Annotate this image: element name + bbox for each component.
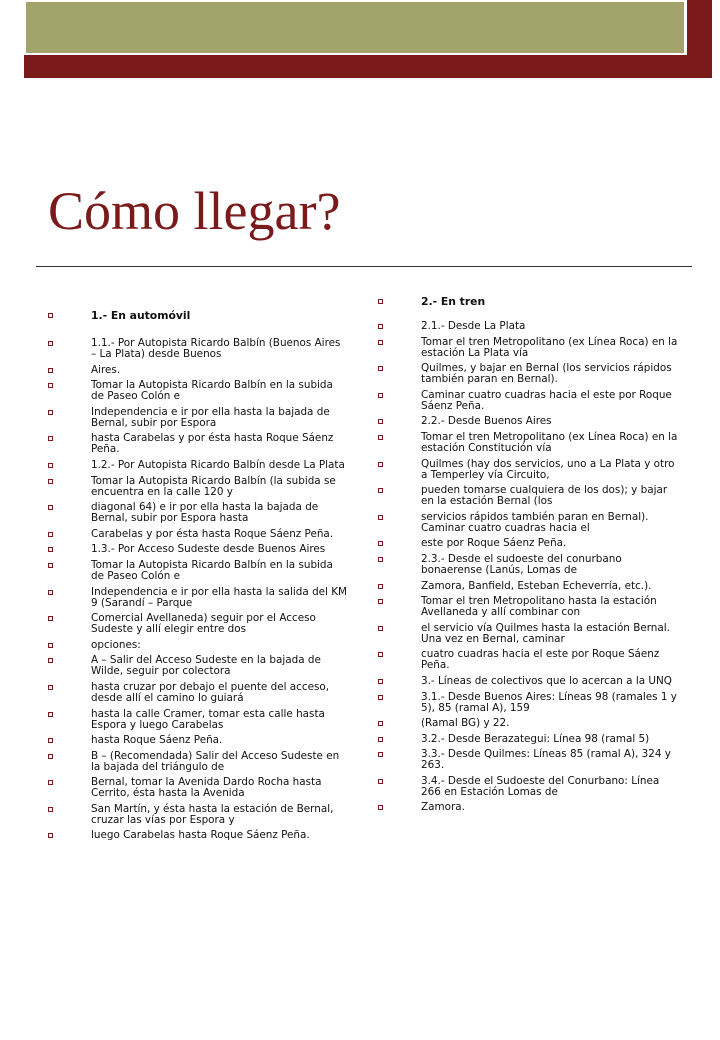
list-item-text: 3.1.- Desde Buenos Aires: Líneas 98 (ramales 1 y 5), 85 (ramal A), 159 <box>421 690 677 714</box>
square-bullet-icon <box>48 463 53 468</box>
list-item <box>378 459 678 481</box>
square-bullet-icon <box>48 616 53 621</box>
list-item <box>48 544 348 555</box>
list-item <box>48 310 348 321</box>
list-item <box>378 734 678 745</box>
square-bullet-icon <box>48 833 53 838</box>
square-bullet-icon <box>378 340 383 345</box>
list-item <box>378 692 678 714</box>
left-column-list <box>48 310 348 846</box>
list-item-text: 2.2.- Desde Buenos Aires <box>421 415 552 428</box>
list-item-text: 1.1.- Por Autopista Ricardo Balbín (Buenos Aires – La Plata) desde Buenos <box>91 337 341 360</box>
list-item-text: 3.- Líneas de colectivos que lo acercan a la UNQ <box>421 674 672 687</box>
list-item <box>378 776 678 798</box>
list-item-text: Tomar el tren Metropolitano (ex Línea Roca) en la estación La Plata vía <box>421 335 678 359</box>
list-item <box>378 649 678 671</box>
list-item-text: Comercial Avellaneda) seguir por el Acceso Sudeste y allí elegir entre dos <box>91 612 316 636</box>
list-item-text: el servicio vía Quilmes hasta la estación Bernal. Una vez en Bernal, caminar <box>421 621 670 645</box>
list-item-text: San Martín, y ésta hasta la estación de Bernal, cruzar las vías por Espora y <box>91 802 334 826</box>
header-red-bar <box>24 55 712 78</box>
list-item-text: Tomar la Autopista Ricardo Balbín en la subida de Paseo Colón e <box>91 558 333 582</box>
list-item <box>48 682 348 704</box>
list-item-text: este por Roque Sáenz Peña. <box>421 537 567 550</box>
list-item-text: 2.- En tren <box>421 295 486 308</box>
list-item <box>378 554 678 576</box>
square-bullet-icon <box>378 695 383 700</box>
list-item-text: Bernal, tomar la Avenida Dardo Rocha hasta Cerrito, ésta hasta la Avenida <box>91 776 322 800</box>
list-item-text: Quilmes, y bajar en Bernal (los servicios rápidos también paran en Bernal). <box>421 362 672 386</box>
square-bullet-icon <box>48 712 53 717</box>
square-bullet-icon <box>378 805 383 810</box>
square-bullet-icon <box>378 462 383 467</box>
square-bullet-icon <box>48 479 53 484</box>
list-item <box>48 476 348 498</box>
list-item <box>48 365 348 376</box>
header-band <box>24 0 712 78</box>
list-item-text: 1.2.- Por Autopista Ricardo Balbín desde La Plata <box>91 458 345 471</box>
square-bullet-icon <box>48 685 53 690</box>
list-item-text: pueden tomarse cualquiera de los dos); y bajar en la estación Bernal (los <box>421 484 668 508</box>
list-item <box>378 718 678 729</box>
square-bullet-icon <box>378 752 383 757</box>
list-item <box>48 709 348 731</box>
list-item <box>48 830 348 841</box>
list-item <box>378 296 678 307</box>
list-item-text: Caminar cuatro cuadras hacia el este por Roque Sáenz Peña. <box>421 388 672 412</box>
square-bullet-icon <box>48 780 53 785</box>
list-item <box>48 529 348 540</box>
square-bullet-icon <box>378 393 383 398</box>
square-bullet-icon <box>378 435 383 440</box>
list-item <box>378 749 678 771</box>
list-item <box>48 751 348 773</box>
square-bullet-icon <box>48 410 53 415</box>
list-item-text: Tomar la Autopista Ricardo Balbín en la subida de Paseo Colón e <box>91 379 333 403</box>
list-item-text: (Ramal BG) y 22. <box>421 717 510 730</box>
list-item-text: Tomar la Autopista Ricardo Balbín (la subida se encuentra en la calle 120 y <box>91 474 336 498</box>
square-bullet-icon <box>48 807 53 812</box>
square-bullet-icon <box>48 313 53 318</box>
list-item <box>48 460 348 471</box>
square-bullet-icon <box>378 599 383 604</box>
list-item-text: Zamora, Banfield, Esteban Echeverría, etc.). <box>421 579 652 592</box>
square-bullet-icon <box>378 557 383 562</box>
list-item <box>378 538 678 549</box>
square-bullet-icon <box>48 436 53 441</box>
square-bullet-icon <box>378 737 383 742</box>
list-item-text: Carabelas y por ésta hasta Roque Sáenz Peña. <box>91 527 334 540</box>
list-item <box>48 560 348 582</box>
list-item-text: 2.3.- Desde el sudoeste del conurbano bonaerense (Lanús, Lomas de <box>421 552 622 576</box>
title-divider <box>36 266 692 267</box>
list-item <box>48 587 348 609</box>
list-item-text: B – (Recomendada) Salir del Acceso Sudeste en la bajada del triángulo de <box>91 749 340 773</box>
square-bullet-icon <box>378 652 383 657</box>
list-item <box>378 337 678 359</box>
square-bullet-icon <box>48 658 53 663</box>
list-item-text: Zamora. <box>421 801 465 814</box>
square-bullet-icon <box>378 515 383 520</box>
list-item <box>378 390 678 412</box>
list-item <box>378 623 678 645</box>
list-item <box>48 735 348 746</box>
list-item <box>378 363 678 385</box>
square-bullet-icon <box>378 488 383 493</box>
list-item-text: Tomar el tren Metropolitano hasta la estación Avellaneda y allí combinar con <box>421 595 657 619</box>
square-bullet-icon <box>378 419 383 424</box>
list-item-text: 3.3.- Desde Quilmes: Líneas 85 (ramal A), 324 y 263. <box>421 748 671 772</box>
list-item-text: 3.4.- Desde el Sudoeste del Conurbano: Línea 266 en Estación Lomas de <box>421 774 660 798</box>
list-item-text: servicios rápidos también paran en Bernal). Caminar cuatro cuadras hacia el <box>421 510 649 534</box>
list-item-text: 2.1.- Desde La Plata <box>421 320 526 332</box>
square-bullet-icon <box>48 563 53 568</box>
list-item <box>378 321 678 332</box>
list-item-text: diagonal 64) e ir por ella hasta la bajada de Bernal, subir por Espora hasta <box>91 501 319 525</box>
list-item-text: hasta Roque Sáenz Peña. <box>91 734 223 747</box>
list-item <box>378 416 678 427</box>
square-bullet-icon <box>378 324 383 329</box>
square-bullet-icon <box>378 779 383 784</box>
header-olive-bar <box>24 0 712 55</box>
list-item <box>48 433 348 455</box>
list-item <box>378 485 678 507</box>
list-item-text: hasta la calle Cramer, tomar esta calle hasta Espora y luego Carabelas <box>91 707 325 731</box>
list-item-text: Aires. <box>91 363 121 376</box>
list-item-text: Independencia e ir por ella hasta la bajada de Bernal, subir por Espora <box>91 405 330 429</box>
list-item <box>378 581 678 592</box>
square-bullet-icon <box>48 754 53 759</box>
square-bullet-icon <box>48 738 53 743</box>
list-item-text: hasta cruzar por debajo el puente del acceso, desde allí el camino lo guiará <box>91 680 330 704</box>
list-item <box>378 432 678 454</box>
list-item <box>48 380 348 402</box>
list-item <box>48 640 348 651</box>
square-bullet-icon <box>378 366 383 371</box>
slide-title: Cómo llegar? <box>48 181 341 241</box>
list-item <box>48 338 348 360</box>
list-item <box>378 596 678 618</box>
list-item <box>48 407 348 429</box>
right-column-list <box>378 296 678 818</box>
square-bullet-icon <box>378 584 383 589</box>
square-bullet-icon <box>48 547 53 552</box>
list-item-text: A – Salir del Acceso Sudeste en la bajada de Wilde, seguir por colectora <box>91 654 321 678</box>
list-item <box>48 613 348 635</box>
list-item <box>48 777 348 799</box>
list-item <box>378 802 678 813</box>
square-bullet-icon <box>48 532 53 537</box>
list-item-text: 3.2.- Desde Berazategui: Línea 98 (ramal 5) <box>421 732 650 745</box>
list-item-text: opciones: <box>91 638 141 651</box>
square-bullet-icon <box>48 368 53 373</box>
list-item-text: hasta Carabelas y por ésta hasta Roque Sáenz Peña. <box>91 432 334 456</box>
list-item <box>48 502 348 524</box>
square-bullet-icon <box>378 299 383 304</box>
list-item-text: 1.3.- Por Acceso Sudeste desde Buenos Aires <box>91 543 326 556</box>
square-bullet-icon <box>48 383 53 388</box>
square-bullet-icon <box>378 626 383 631</box>
square-bullet-icon <box>378 721 383 726</box>
list-item <box>378 512 678 534</box>
list-item <box>48 655 348 677</box>
square-bullet-icon <box>48 505 53 510</box>
list-item-text: Quilmes (hay dos servicios, uno a La Plata y otro a Temperley vía Circuito, <box>421 457 675 481</box>
square-bullet-icon <box>48 643 53 648</box>
list-item-text: Tomar el tren Metropolitano (ex Línea Roca) en la estación Constitución vía <box>421 430 678 454</box>
square-bullet-icon <box>48 590 53 595</box>
list-item-text: 1.- En automóvil <box>91 309 191 322</box>
list-item-text: Independencia e ir por ella hasta la salida del KM 9 (Sarandí – Parque <box>91 585 348 609</box>
square-bullet-icon <box>48 341 53 346</box>
list-item <box>378 676 678 687</box>
list-item-text: luego Carabelas hasta Roque Sáenz Peña. <box>91 829 310 842</box>
square-bullet-icon <box>378 541 383 546</box>
list-item <box>48 804 348 826</box>
list-item-text: cuatro cuadras hacia el este por Roque Sáenz Peña. <box>421 648 660 672</box>
square-bullet-icon <box>378 679 383 684</box>
header-corner-square <box>684 0 712 55</box>
